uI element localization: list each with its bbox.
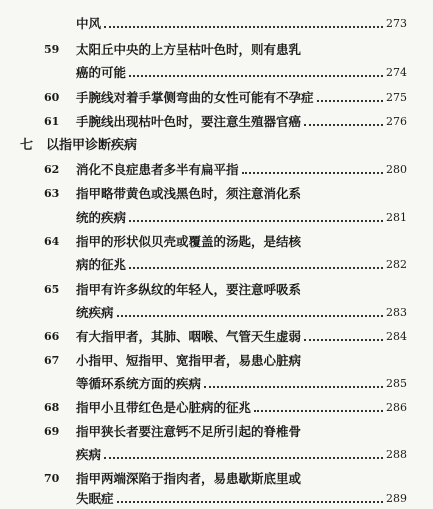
leader-dots (117, 315, 383, 317)
toc-entry-line2 (0, 445, 433, 465)
toc-entry (0, 422, 433, 442)
leader-dots (129, 75, 383, 77)
toc-page-number: 273 (386, 17, 407, 30)
toc-page-number: 283 (386, 306, 407, 319)
toc-entry-text: 疾病 (76, 447, 102, 462)
toc-page-number: 280 (386, 163, 407, 176)
toc-page-number: 276 (386, 115, 407, 128)
toc-entry (0, 88, 433, 108)
toc-entry-line2 (0, 208, 433, 228)
toc-page-number: 281 (386, 211, 407, 224)
leader-dots (304, 339, 383, 341)
toc-entry-number: 70 (44, 472, 60, 485)
toc-entry-text: 统的疾病 (76, 210, 127, 225)
toc-entry-text: 中风 (76, 16, 102, 31)
toc-page-number: 282 (386, 258, 407, 271)
toc-entry (0, 280, 433, 300)
leader-dots (129, 220, 383, 222)
section-number: 七 (20, 138, 34, 153)
toc-page-number: 286 (386, 401, 407, 414)
section-heading (0, 136, 433, 156)
leader-dots (254, 410, 383, 412)
toc-entry-number: 68 (44, 401, 60, 414)
toc-entry-text: 指甲略带黄色或浅黑色时，须注意消化系 (76, 186, 302, 201)
toc-entry-text: 手腕线出现枯叶色时，要注意生殖器官癌 (76, 114, 302, 129)
toc-entry-line2 (0, 489, 433, 509)
toc-entry (0, 160, 433, 180)
toc-entry (0, 232, 433, 252)
toc-entry-text: 病的征兆 (76, 257, 127, 272)
toc-entry-text: 癌的可能 (76, 65, 127, 80)
leader-dots (242, 172, 383, 174)
toc-entry-number: 60 (44, 91, 60, 104)
toc-entry-line2 (0, 63, 433, 83)
toc-entry-number: 64 (44, 235, 60, 248)
toc-page-number: 285 (386, 377, 407, 390)
section-title: 以指甲诊断疾病 (46, 138, 138, 153)
toc-entry (0, 351, 433, 371)
toc-entry-text: 手腕线对着手掌侧弯曲的女性可能有不孕症 (76, 90, 314, 105)
toc-entry-text: 指甲的形状似贝壳或覆盖的汤匙，是结核 (76, 234, 302, 249)
toc-entry-line2 (0, 303, 433, 323)
toc-entry-number: 61 (44, 115, 60, 128)
toc-entry-continuation (0, 14, 433, 34)
toc-entry-text: 有大指甲者，其肺、咽喉、气管天生虚弱 (76, 329, 302, 344)
toc-entry-text: 指甲小且带红色是心脏病的征兆 (76, 400, 252, 415)
toc-page-number: 289 (386, 492, 407, 505)
toc-entry-number: 67 (44, 354, 60, 367)
toc-entry-number: 66 (44, 330, 60, 343)
toc-entry-line2 (0, 255, 433, 275)
toc-page-number: 284 (386, 330, 407, 343)
toc-entry-text: 指甲两端深陷于指肉者，易患歇斯底里或 (76, 471, 302, 486)
leader-dots (117, 501, 383, 503)
toc-entry-text: 等循环系统方面的疾病 (76, 376, 202, 391)
toc-entry-number: 62 (44, 163, 60, 176)
toc-entry-text: 统疾病 (76, 305, 114, 320)
toc-entry-text: 指甲有许多纵纹的年轻人，要注意呼吸系 (76, 282, 302, 297)
toc-page-number: 274 (386, 66, 407, 79)
toc-entry-text: 失眠症 (76, 491, 114, 506)
toc-entry-text: 指甲狭长者要注意钙不足所引起的脊椎骨 (76, 424, 302, 439)
leader-dots (204, 386, 383, 388)
toc-page-number: 288 (386, 448, 407, 461)
toc-entry (0, 469, 433, 489)
leader-dots (304, 124, 383, 126)
toc-entry-line2 (0, 374, 433, 394)
toc-entry-number: 65 (44, 283, 60, 296)
toc-entry-number: 63 (44, 187, 60, 200)
toc-entry (0, 327, 433, 347)
toc-entry-number: 59 (44, 43, 60, 56)
toc-entry (0, 40, 433, 60)
leader-dots (104, 26, 383, 28)
leader-dots (317, 100, 383, 102)
toc-entry (0, 112, 433, 132)
toc-entry-number: 69 (44, 425, 60, 438)
toc-entry (0, 398, 433, 418)
toc-entry-text: 小指甲、短指甲、宽指甲者，易患心脏病 (76, 353, 302, 368)
toc-entry-text: 太阳丘中央的上方呈枯叶色时，则有患乳 (76, 42, 302, 57)
leader-dots (104, 457, 383, 459)
toc-entry-text: 消化不良症患者多半有扁平指 (76, 162, 239, 177)
toc-entry (0, 184, 433, 204)
toc-page-number: 275 (386, 91, 407, 104)
leader-dots (129, 267, 383, 269)
